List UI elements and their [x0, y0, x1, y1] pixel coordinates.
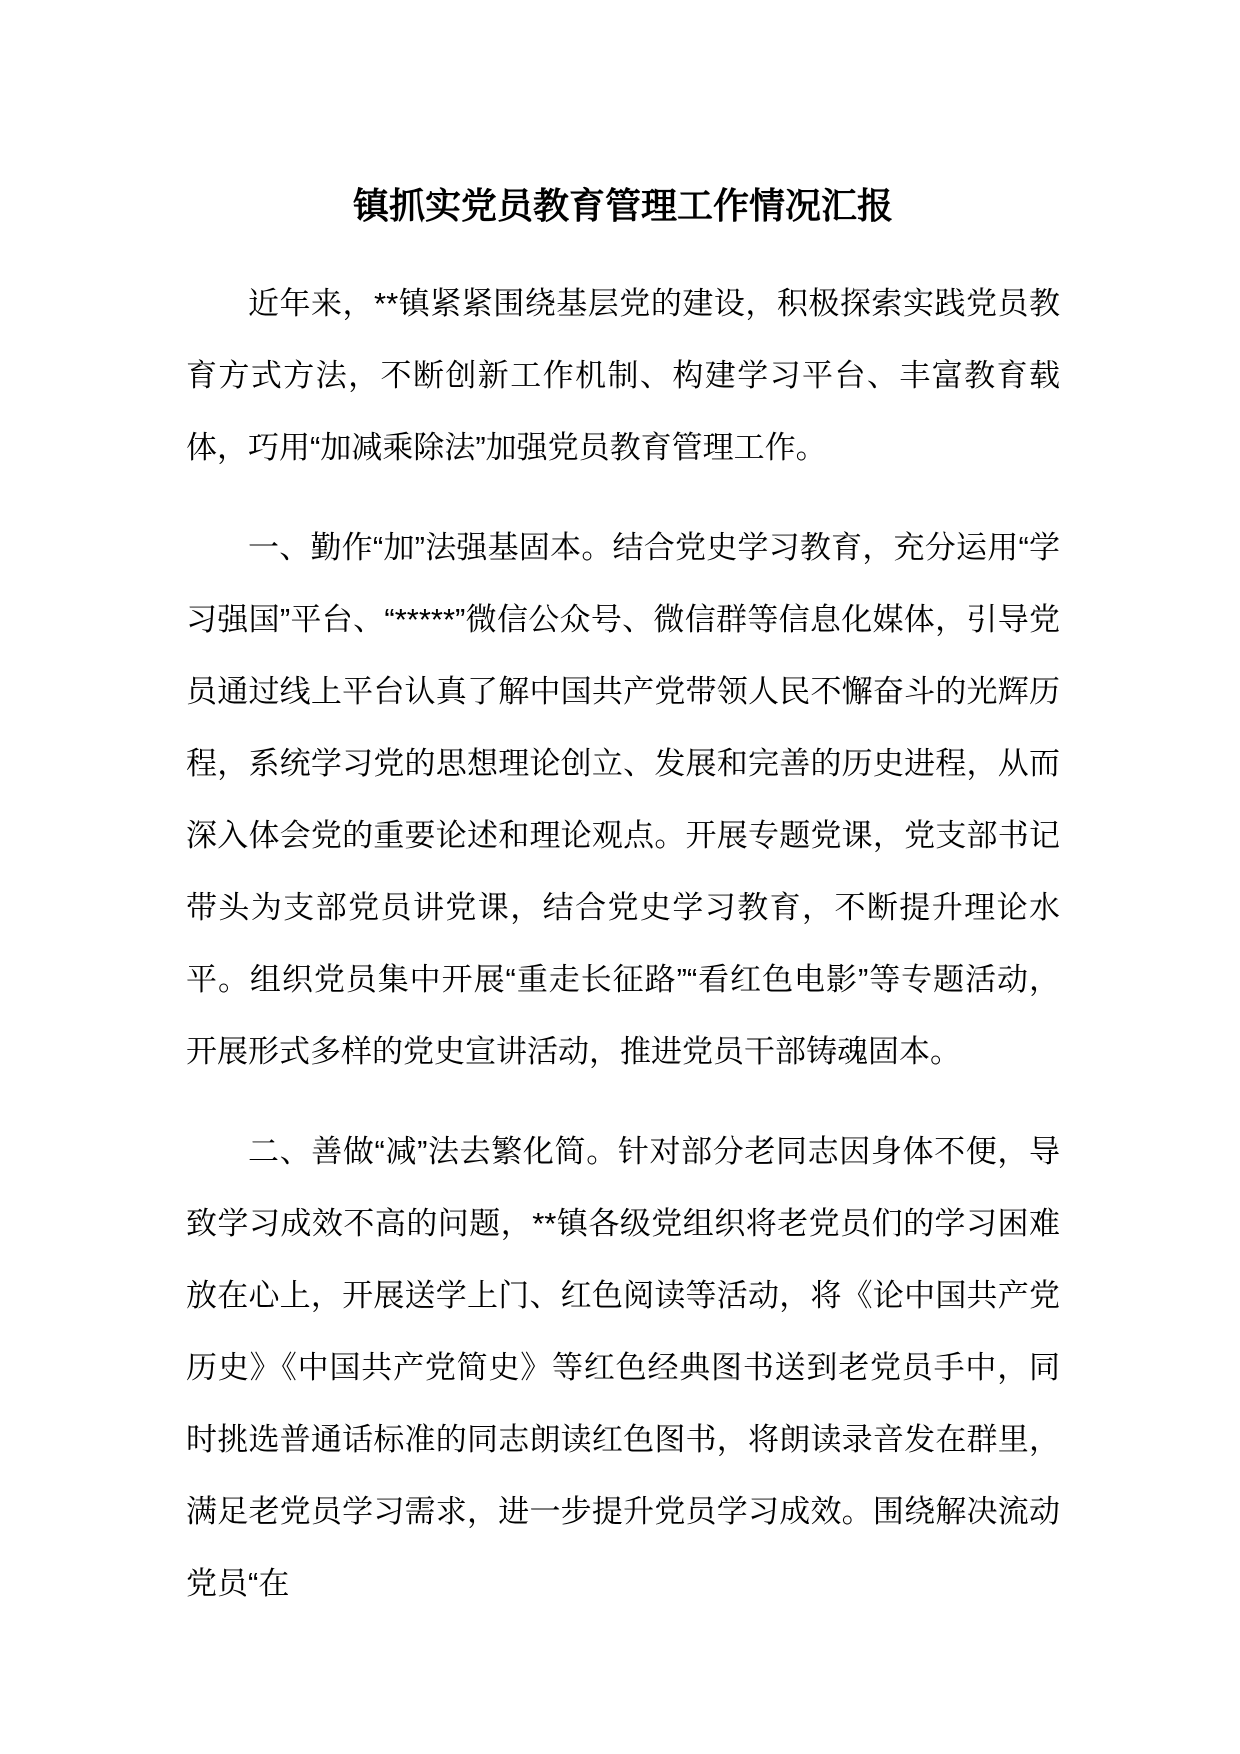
paragraph-intro: 近年来，**镇紧紧围绕基层党的建设，积极探索实践党员教育方式方法，不断创新工作机制、构建学习平台、丰富教育载体，巧用“加减乘除法”加强党员教育管理工作。 — [186, 286, 1060, 465]
paragraph-section-2: 二、善做“减”法去繁化简。针对部分老同志因身体不便，导致学习成效不高的问题，**镇各级党组织将老党员们的学习困难放在心上，开展送学上门、红色阅读等活动，将《论中国共产党历史》《中国共产党简史》等红色经典图书送到老党员手中，同时挑选普通话标准的同志朗读红色图书，将朗读录音发在群里，满足老党员学习需求，进一步提升党员学习成效。围绕解决流动党员“在 — [186, 1134, 1060, 1601]
document-title: 镇抓实党员教育管理工作情况汇报 — [352, 185, 893, 226]
paragraph-section-1: 一、勤作“加”法强基固本。结合党史学习教育，充分运用“学习强国”平台、“*****”微信公众号、微信群等信息化媒体，引导党员通过线上平台认真了解中国共产党带领人民不懈奋斗的光辉历程，系统学习党的思想理论创立、发展和完善的历史进程，从而深入体会党的重要论述和理论观点。开展专题党课，党支部书记带头为支部党员讲党课，结合党史学习教育，不断提升理论水平。组织党员集中开展“重走长征路”“看红色电影”等专题活动，开展形式多样的党史宣讲活动，推进党员干部铸魂固本。 — [186, 530, 1060, 1069]
document-body — [186, 268, 1060, 1620]
